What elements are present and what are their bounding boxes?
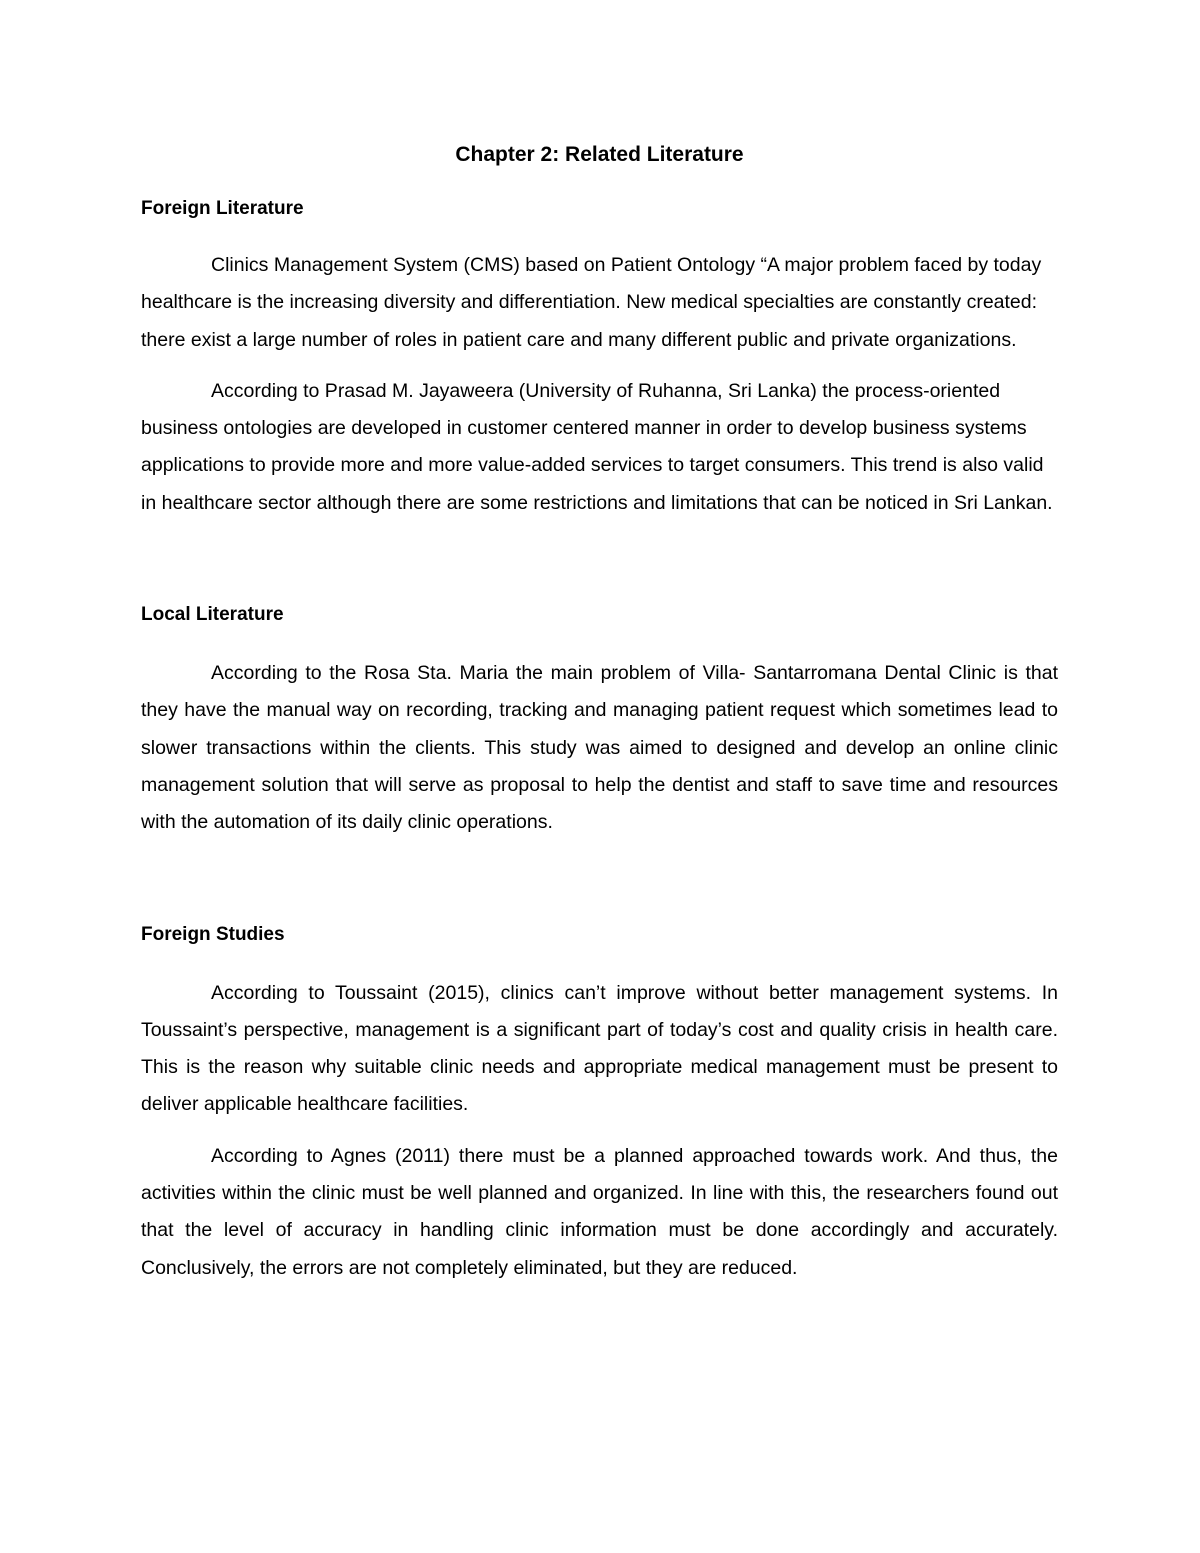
chapter-title: Chapter 2: Related Literature xyxy=(455,143,744,166)
section-heading-foreign-studies: Foreign Studies xyxy=(141,923,285,945)
paragraph-jayaweera: According to Prasad M. Jayaweera (University of Ruhanna, Sri Lanka) the process-oriented business ontologies are developed in customer centered manner in order to develop business systems applications to provide more and more value-added services to target consumers. This trend is also valid in healthcare sector although there are some restrictions and limitations that can be noticed in Sri Lankan. xyxy=(141,379,1053,514)
paragraph-rosa-sta-maria: According to the Rosa Sta. Maria the main problem of Villa- Santarromana Dental Clinic is that they have the manual way on recording, tracking and managing patient request which sometimes lead to slower transactions within the clients. This study was aimed to designed and develop an online clinic management solution that will serve as proposal to help the dentist and staff to save time and resources with the automation of its daily clinic operations. xyxy=(141,662,1058,834)
paragraph-toussaint: According to Toussaint (2015), clinics can’t improve without better management systems. In Toussaint’s perspective, management is a significant part of today’s cost and quality crisis in health care. This is the reason why suitable clinic needs and appropriate medical management must be present to deliver applicable healthcare facilities. xyxy=(141,981,1058,1116)
paragraph-cms-patient-ontology: Clinics Management System (CMS) based on Patient Ontology “A major problem faced by today healthcare is the increasing diversity and differentiation. New medical specialties are constantly created: there exist a large number of roles in patient care and many different public and private organizations. xyxy=(141,254,1042,351)
document-page xyxy=(141,138,1058,1287)
section-heading-local-literature: Local Literature xyxy=(141,604,284,626)
paragraph-agnes: According to Agnes (2011) there must be a planned approached towards work. And thus, the activities within the clinic must be well planned and organized. In line with this, the researchers found out that the level of accuracy in handling clinic information must be done accordingly and accurately. Conclusively, the errors are not completely eliminated, but they are reduced. xyxy=(141,1144,1058,1279)
section-heading-foreign-literature: Foreign Literature xyxy=(141,198,304,219)
